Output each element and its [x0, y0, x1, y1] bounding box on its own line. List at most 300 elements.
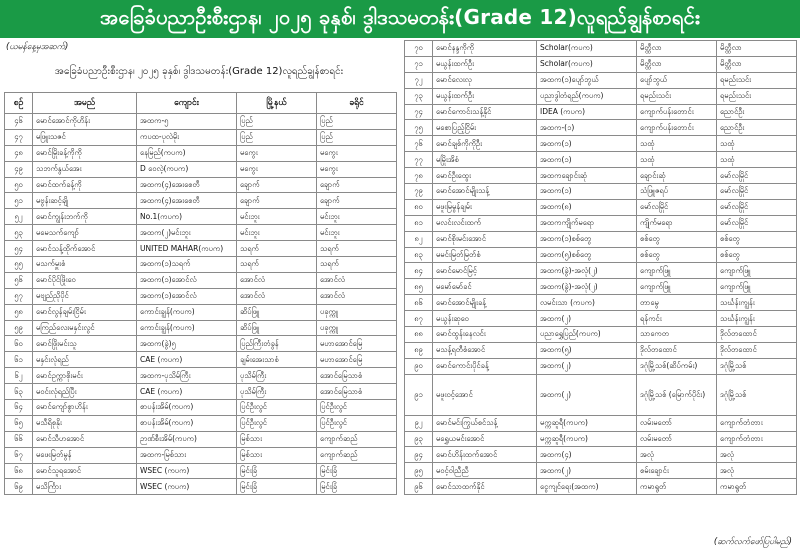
cell-name: မမင်းမြတ်မြတ်စံ — [433, 247, 537, 263]
cell-number: ၈၇ — [405, 311, 433, 327]
cell-township: စမ်းချောင်း — [637, 463, 717, 479]
cell-township: မိတ္ထီလာ — [637, 41, 717, 57]
cell-school: အထက(၂) — [537, 311, 637, 327]
cell-school: အထက(၁) — [537, 136, 637, 152]
cell-district: မဟာအောင်မြေ — [317, 352, 397, 368]
cell-name: မဗျည်ညိုပိုင် — [33, 288, 137, 304]
title-banner — [0, 0, 800, 38]
cell-township: ဆိပ်ဖြူ — [237, 304, 317, 320]
cell-school: အထက(၁)ပျော်ဘွယ် — [537, 72, 637, 88]
table-row — [5, 400, 397, 416]
cell-district: မော်လမြိုင် — [717, 199, 797, 215]
table-row — [5, 177, 397, 193]
table-row — [405, 104, 797, 120]
cell-district: ကမာရွတ် — [717, 479, 797, 495]
cell-name: မောင်မြိုးခန့်ကိုကို — [33, 145, 137, 161]
cell-district: သထုံ — [717, 152, 797, 168]
cell-number: ၆၆ — [5, 431, 33, 447]
cell-township: ဆိပ်ဖြူ — [237, 320, 317, 336]
cell-number: ၇၁ — [405, 56, 433, 72]
cell-school: လမင်းသာ (ကပက) — [537, 295, 637, 311]
cell-name: မစောပြည့်ငြိမ်း — [433, 120, 537, 136]
page-title: အခြေခံပညာဦးစီးဌာန၊ ၂၀၂၅ ခုနှစ်၊ ဒွါဒသမတန်း(Grade 12)လူရည်ချွန်စာရင်း — [100, 5, 700, 29]
table-row — [405, 415, 797, 431]
col-header-name: အမည် — [33, 93, 137, 114]
cell-name: မသန့်ရတီစံအောင် — [433, 342, 537, 358]
cell-school: အထက-၅ — [137, 114, 237, 130]
table-row — [405, 247, 797, 263]
cell-number: ၈၀ — [405, 199, 433, 215]
table-row — [5, 161, 397, 177]
cell-township: မော်လမြိုင် — [637, 199, 717, 215]
cell-number: ၆၈ — [5, 463, 33, 479]
cell-school: ပညာဒွါတံရည်(ကပက) — [537, 88, 637, 104]
cell-township: ပြည်ကြီးတံခွန် — [237, 336, 317, 352]
cell-school: WSEC (ကပက) — [137, 479, 237, 495]
cell-name: မောင်စိုးမင်းအောင် — [433, 231, 537, 247]
cell-name: မောင်အောင်မျိုးခန့် — [433, 295, 537, 311]
cell-name: မယွန်းထက်ဦး — [433, 56, 537, 72]
cell-number: ၅၉ — [5, 320, 33, 336]
cell-number: ၅၆ — [5, 272, 33, 288]
cell-number: ၇၇ — [405, 152, 433, 168]
cell-district: မကွေး — [317, 145, 397, 161]
cell-number: ၇၄ — [405, 104, 433, 120]
cell-name: မသက်မှူးစံ — [33, 257, 137, 273]
cell-number: ၈၆ — [405, 295, 433, 311]
cell-township: ကျောက်ဖြူ — [637, 263, 717, 279]
cell-number: ၅၁ — [5, 193, 33, 209]
cell-district: ညောင်ဦး — [717, 104, 797, 120]
cell-township: ချမ်းအေးသာစံ — [237, 352, 317, 368]
cell-school: အထက(၁)အောင်လံ — [137, 272, 237, 288]
cell-district: သထုံ — [717, 136, 797, 152]
cell-school: နေမြည်(ကပက) — [137, 145, 237, 161]
cell-district: ဒိုလ်တထောင် — [717, 342, 797, 358]
cell-school: အထက(၄)အေးစေတီ — [137, 193, 237, 209]
cell-district: ကျောက်ဖြူ — [717, 263, 797, 279]
cell-name: မောင်ထွန်းနေလင်း — [433, 327, 537, 343]
cell-school: အထက-(၁) — [537, 120, 637, 136]
cell-number: ၇၉ — [405, 184, 433, 200]
cell-township: ပြင်ဦးလွင် — [237, 415, 317, 431]
cell-township: မင်းဘူး — [237, 225, 317, 241]
table-row — [5, 114, 397, 130]
table-row — [405, 199, 797, 215]
cell-number: ၉၆ — [405, 479, 433, 495]
cell-name: မဖြူးသဇင် — [33, 129, 137, 145]
cell-district: ချောက် — [317, 193, 397, 209]
list-heading: အခြေခံပညာဦးစီးဌာန၊ ၂၀၂၅ ခုနှစ်၊ ဒွါဒသမတန်း(Grade 12)လူရည်ချွန်စာရင်း — [54, 66, 344, 77]
cell-school: UNITED MAHAR(ကပက) — [137, 241, 237, 257]
table-row — [5, 145, 397, 161]
cell-name: သဘက်နွယ်အေး — [33, 161, 137, 177]
cell-name: မဖူးဝင့်အောင် — [433, 374, 537, 415]
cell-name: မမေသက်ကျော် — [33, 225, 137, 241]
cell-township: ပြည် — [237, 114, 317, 130]
cell-township: မိတ္ထီလာ — [637, 56, 717, 72]
cell-number: ၆၂ — [5, 368, 33, 384]
cell-name: မောင်အောင်မျိုးသန့် — [433, 184, 537, 200]
cell-name: မောင်ဦးထွေး — [433, 168, 537, 184]
table-body-right — [405, 41, 797, 495]
cell-number: ၅၅ — [5, 257, 33, 273]
cell-district: ချောက် — [317, 177, 397, 193]
cell-school: အထက(၂)မင်းဘူး — [137, 225, 237, 241]
cell-school: အထက(၂) — [537, 463, 637, 479]
cell-name: မောင်ပိုင်ဖြိုးဝေ — [33, 272, 137, 288]
cell-district: ဒဂုံမြို့သစ် — [717, 374, 797, 415]
cell-township: လမ်းမတော် — [637, 431, 717, 447]
cell-number: ၆၄ — [5, 400, 33, 416]
cell-district: မော်လမြိုင် — [717, 168, 797, 184]
col-header-number: စဉ် — [5, 93, 33, 114]
cell-number: ၉၀ — [405, 358, 433, 374]
table-row — [405, 311, 797, 327]
cell-number: ၆၉ — [5, 479, 33, 495]
cell-number: ၄၈ — [5, 145, 33, 161]
cell-name: မမော်မော်ခင် — [433, 279, 537, 295]
cell-school: အထကချောင်းဆုံ — [537, 168, 637, 184]
cell-name: မဗွန်းဆင့်ချို — [33, 193, 137, 209]
cell-district: သင်္ဃန်းကျွန်း — [717, 295, 797, 311]
cell-district: ရမည်းသင်း — [717, 72, 797, 88]
cell-school: ကောင်းချွန်(ကပက) — [137, 320, 237, 336]
cell-school: အထက(ခွဲ)၅ — [137, 336, 237, 352]
cell-name: မောင်ဥက္ကာစိုးမင်း — [33, 368, 137, 384]
cell-number: ၇၅ — [405, 120, 433, 136]
cell-township: ပုသိမ်ကြီး — [237, 368, 317, 384]
cell-school: စာပန်းအိမ်(ကပက) — [137, 400, 237, 416]
cell-township: အလုံ — [637, 447, 717, 463]
col-header-district: ခရိုင် — [317, 93, 397, 114]
cell-school: အထက(၁)သရက် — [137, 257, 237, 273]
table-row — [5, 415, 397, 431]
cell-district: ပြည် — [317, 129, 397, 145]
cell-township: သရက် — [237, 257, 317, 273]
cell-district: ပြည် — [317, 114, 397, 130]
cell-number: ၅၈ — [5, 304, 33, 320]
cell-school: အထက(၅)စစ်တွေ — [537, 247, 637, 263]
table-row — [405, 152, 797, 168]
cell-district: မိတ္ထီလာ — [717, 56, 797, 72]
cell-district: အလုံ — [717, 463, 797, 479]
cell-township: မကွေး — [237, 145, 317, 161]
table-row — [405, 358, 797, 374]
cell-number: ၈၈ — [405, 327, 433, 343]
cell-district: အောင်လံ — [317, 288, 397, 304]
cell-township: ချောက် — [237, 177, 317, 193]
cell-name: မလင်းလင်းထက် — [433, 215, 537, 231]
table-row — [5, 336, 397, 352]
cell-school: အထကကျိုက်မရော — [537, 215, 637, 231]
cell-name: မောင်ဟိန်းထက်အောင် — [433, 447, 537, 463]
continued-next-note: (ဆက်လက်ဖော်ပြပါမည်) — [713, 537, 792, 547]
cell-district: ပခုက္ကူ — [317, 304, 397, 320]
table-row — [405, 168, 797, 184]
cell-district: သရက် — [317, 241, 397, 257]
cell-name: မောင်သူရအောင် — [33, 463, 137, 479]
cell-name: မောင်ထက်ခန့်ကို — [33, 177, 137, 193]
cell-name: မောင်ကောင်းသန့်နိုင် — [433, 104, 537, 120]
cell-district: စစ်တွေ — [717, 231, 797, 247]
cell-name: မသိင်္ကြား — [33, 479, 137, 495]
cell-township: ကမာရွတ် — [637, 479, 717, 495]
cell-school: No.1(ကပက) — [137, 209, 237, 225]
cell-township: သထုံ — [637, 136, 717, 152]
table-row — [405, 463, 797, 479]
table-body-left — [5, 114, 397, 495]
cell-name: မောင်သီဟအောင် — [33, 431, 137, 447]
cell-number: ၇၃ — [405, 88, 433, 104]
cell-school: အထက(၈) — [537, 199, 637, 215]
cell-name: မသီရိစုနိုး — [33, 415, 137, 431]
cell-district: စစ်တွေ — [717, 247, 797, 263]
cell-township: ပျော်ဘွယ် — [637, 72, 717, 88]
cell-school: ကပထ-ပုလဲမိုး — [137, 129, 237, 145]
continued-from-note: (ယမန်နေ့မှအဆက်) — [6, 42, 69, 52]
cell-school: မက္ကဆူရီ(ကပက) — [537, 415, 637, 431]
cell-township: ကျောက်ပန်းတောင်း — [637, 104, 717, 120]
table-row — [405, 88, 797, 104]
table-row — [405, 447, 797, 463]
cell-district: ဒိုလ်တထောင် — [717, 327, 797, 343]
cell-number: ၇၈ — [405, 168, 433, 184]
cell-district: ကျောက်ဖြူ — [717, 279, 797, 295]
cell-district: မကွေး — [317, 161, 397, 177]
cell-number: ၅၀ — [5, 177, 33, 193]
cell-number: ၉၁ — [405, 374, 433, 415]
cell-district: မင်းဘူး — [317, 225, 397, 241]
table-row — [405, 374, 797, 415]
cell-township: ကျောက်ဖြူ — [637, 279, 717, 295]
cell-name: မကြည်လေးမနှင်းလွင် — [33, 320, 137, 336]
table-row — [5, 304, 397, 320]
cell-district: ကျောက်တံတား — [717, 431, 797, 447]
cell-number: ၉၃ — [405, 431, 433, 447]
honor-table-right — [404, 40, 797, 495]
cell-number: ၆၃ — [5, 384, 33, 400]
cell-township: စစ်တွေ — [637, 231, 717, 247]
cell-name: မနှင်းလုံရည် — [33, 352, 137, 368]
cell-school: အထက(၁)အောင်လံ — [137, 288, 237, 304]
cell-school: စာပန်းအိမ်(ကပက) — [137, 415, 237, 431]
cell-number: ၈၃ — [405, 247, 433, 263]
cell-township: ဒဂုံမြို့သစ် (မြောက်ပိုင်း) — [637, 374, 717, 415]
cell-township: ပြည် — [237, 129, 317, 145]
cell-district: မင်းဘူး — [317, 209, 397, 225]
cell-district: မြင်းခြံ — [317, 479, 397, 495]
cell-number: ၈၉ — [405, 342, 433, 358]
table-row — [5, 225, 397, 241]
cell-number: ၆၁ — [5, 352, 33, 368]
cell-name: မဖေးမြတ်မွန် — [33, 447, 137, 463]
cell-township: အောင်လံ — [237, 288, 317, 304]
cell-school: Scholar(ကပက) — [537, 56, 637, 72]
cell-district: မော်လမြိုင် — [717, 215, 797, 231]
cell-name: မောင်အောင်ကိုဟိန်း — [33, 114, 137, 130]
cell-township: ချောက် — [237, 193, 317, 209]
cell-school: အထက(၂) — [537, 358, 637, 374]
table-row — [405, 279, 797, 295]
cell-township: ကျိုက်မရော — [637, 215, 717, 231]
table-row — [5, 288, 397, 304]
cell-district: မြင်းခြံ — [317, 463, 397, 479]
cell-school: ငွေကျင်ရေး(အထက) — [537, 479, 637, 495]
cell-township: အောင်လံ — [237, 272, 317, 288]
table-row — [405, 41, 797, 57]
cell-name: မောင်သာထက်နိုင် — [433, 479, 537, 495]
cell-township: စစ်တွေ — [637, 247, 717, 263]
cell-school: CAE (ကပက) — [137, 352, 237, 368]
cell-school: Scholar(ကပက) — [537, 41, 637, 57]
cell-township: သံဖြူဇရပ် — [637, 184, 717, 200]
cell-name: မောင်ကျွန်းဘက်ကို — [33, 209, 137, 225]
cell-name: မောင်မောင်မြင့် — [433, 263, 537, 279]
cell-township: ပုသိမ်ကြီး — [237, 384, 317, 400]
cell-name: မောင်ချစ်ကိုကိုဦး — [433, 136, 537, 152]
cell-district: ကျောက်ဆည် — [317, 447, 397, 463]
cell-district: အောင်လံ — [317, 272, 397, 288]
cell-school: အထက(၁) — [537, 184, 637, 200]
cell-township: ရန်ကင်း — [637, 311, 717, 327]
cell-number: ၅၃ — [5, 225, 33, 241]
cell-number: ၇၆ — [405, 136, 433, 152]
table-row — [405, 184, 797, 200]
cell-district: ပြင်ဦးလွင် — [317, 415, 397, 431]
cell-number: ၄၉ — [5, 161, 33, 177]
cell-school: ကောင်းချွန်(ကပက) — [137, 304, 237, 320]
cell-number: ၉၅ — [405, 463, 433, 479]
cell-township: သထုံ — [637, 152, 717, 168]
cell-district: ပြင်ဦးလွင် — [317, 400, 397, 416]
cell-school: ဉာဏ်စီးအိမ်(ကပက) — [137, 431, 237, 447]
cell-number: ၄၇ — [5, 129, 33, 145]
table-row — [5, 193, 397, 209]
cell-number: ၇၀ — [405, 41, 433, 57]
table-row — [405, 72, 797, 88]
cell-district: ညောင်ဦး — [717, 120, 797, 136]
cell-number: ၆၀ — [5, 336, 33, 352]
cell-number: ၆၅ — [5, 415, 33, 431]
table-row — [405, 431, 797, 447]
cell-school: အထက(ခွဲ)-အလုံ(၂) — [537, 279, 637, 295]
cell-school: အထက(၁)စစ်တွေ — [537, 231, 637, 247]
table-row — [5, 209, 397, 225]
cell-township: မြင်းခြံ — [237, 479, 317, 495]
cell-district: သင်္ဃန်းကျွန်း — [717, 311, 797, 327]
cell-district: ကျောက်ဆည် — [317, 431, 397, 447]
cell-name: မယွန်းဆုဝေ — [433, 311, 537, 327]
cell-township: တာမွေ — [637, 295, 717, 311]
table-row — [5, 368, 397, 384]
table-row — [5, 320, 397, 336]
table-row — [5, 241, 397, 257]
cell-school: D ဝေလဲ့(ကပက) — [137, 161, 237, 177]
cell-number: ၈၂ — [405, 231, 433, 247]
cell-name: မောင်လွန်ချမ်းငြိမ်း — [33, 304, 137, 320]
cell-number: ၉၄ — [405, 447, 433, 463]
cell-name: မောင်နန္ဒကိုကို — [433, 41, 537, 57]
cell-township: ချောင်းဆုံ — [637, 168, 717, 184]
cell-district: မဟာအောင်မြေ — [317, 336, 397, 352]
cell-name: မဖူးမြမွန်ချမ်း — [433, 199, 537, 215]
table-row — [405, 231, 797, 247]
table-row — [5, 463, 397, 479]
col-header-township: မြို့နယ် — [237, 93, 317, 114]
table-row — [405, 120, 797, 136]
table-row — [5, 257, 397, 273]
cell-district: သရက် — [317, 257, 397, 273]
cell-school: ပညာရွှေပြည်(ကပက) — [537, 327, 637, 343]
cell-school: မက္ကဆူရီ(ကပက) — [537, 431, 637, 447]
cell-township: မြစ်သား — [237, 431, 317, 447]
honor-table-left — [4, 92, 397, 495]
cell-district: ပခုက္ကူ — [317, 320, 397, 336]
cell-district: ဒဂုံမြို့သစ် — [717, 358, 797, 374]
table-row — [5, 447, 397, 463]
table-row — [405, 479, 797, 495]
cell-township: ဒဂုံမြို့သစ်(ဆိပ်ကမ်း) — [637, 358, 717, 374]
cell-township: ဒိုလ်တထောင် — [637, 342, 717, 358]
cell-name: မောင်သန့်ထိုက်အောင် — [33, 241, 137, 257]
col-header-school: ကျောင်း — [137, 93, 237, 114]
table-row — [5, 272, 397, 288]
cell-school: အထက-မြစ်သား — [137, 447, 237, 463]
cell-school: အထက(၅) — [537, 342, 637, 358]
cell-school: အထက(၄)အေးစေတီ — [137, 177, 237, 193]
cell-school: WSEC (ကပက) — [137, 463, 237, 479]
table-row — [5, 384, 397, 400]
cell-township: သာကေတ — [637, 327, 717, 343]
table-row — [405, 327, 797, 343]
table-row — [405, 263, 797, 279]
table-row — [405, 56, 797, 72]
table-row — [405, 295, 797, 311]
cell-name: မောင်ဖြိုးမင်းသူ — [33, 336, 137, 352]
cell-number: ၈၅ — [405, 279, 433, 295]
cell-number: ၄၆ — [5, 114, 33, 130]
cell-school: အထက(၁) — [537, 152, 637, 168]
table-header-row — [5, 93, 397, 114]
cell-name: မယွန်းထက်ဦး — [433, 88, 537, 104]
cell-district: ရမည်းသင်း — [717, 88, 797, 104]
table-row — [5, 431, 397, 447]
cell-name: မောင်ကျော်စွာဟိန်း — [33, 400, 137, 416]
cell-school: အထက(ခွဲ)-အလုံ(၂) — [537, 263, 637, 279]
cell-name: မဝင့်ဝါညီညီ — [433, 463, 537, 479]
cell-district: အောင်မြေသာစံ — [317, 368, 397, 384]
table-row — [405, 342, 797, 358]
cell-district: ကျောက်တံတား — [717, 415, 797, 431]
cell-school: အထက(၄) — [537, 447, 637, 463]
cell-number: ၅၇ — [5, 288, 33, 304]
table-row — [405, 136, 797, 152]
cell-name: မောင်ကောင်းပိုင်ခန့် — [433, 358, 537, 374]
cell-name: မဝင်းလုံရည်ပြီး — [33, 384, 137, 400]
cell-township: ကျောက်ပန်းတောင်း — [637, 120, 717, 136]
cell-district: မိတ္ထီလာ — [717, 41, 797, 57]
cell-school: အထက(၂) — [537, 374, 637, 415]
cell-township: မင်းဘူး — [237, 209, 317, 225]
cell-number: ၈၄ — [405, 263, 433, 279]
table-row — [5, 479, 397, 495]
cell-number: ၈၁ — [405, 215, 433, 231]
cell-township: ရမည်းသင်း — [637, 88, 717, 104]
cell-district: မော်လမြိုင် — [717, 184, 797, 200]
cell-name: မောင်မင်းကြွယ်စင်သန့် — [433, 415, 537, 431]
cell-township: မကွေး — [237, 161, 317, 177]
